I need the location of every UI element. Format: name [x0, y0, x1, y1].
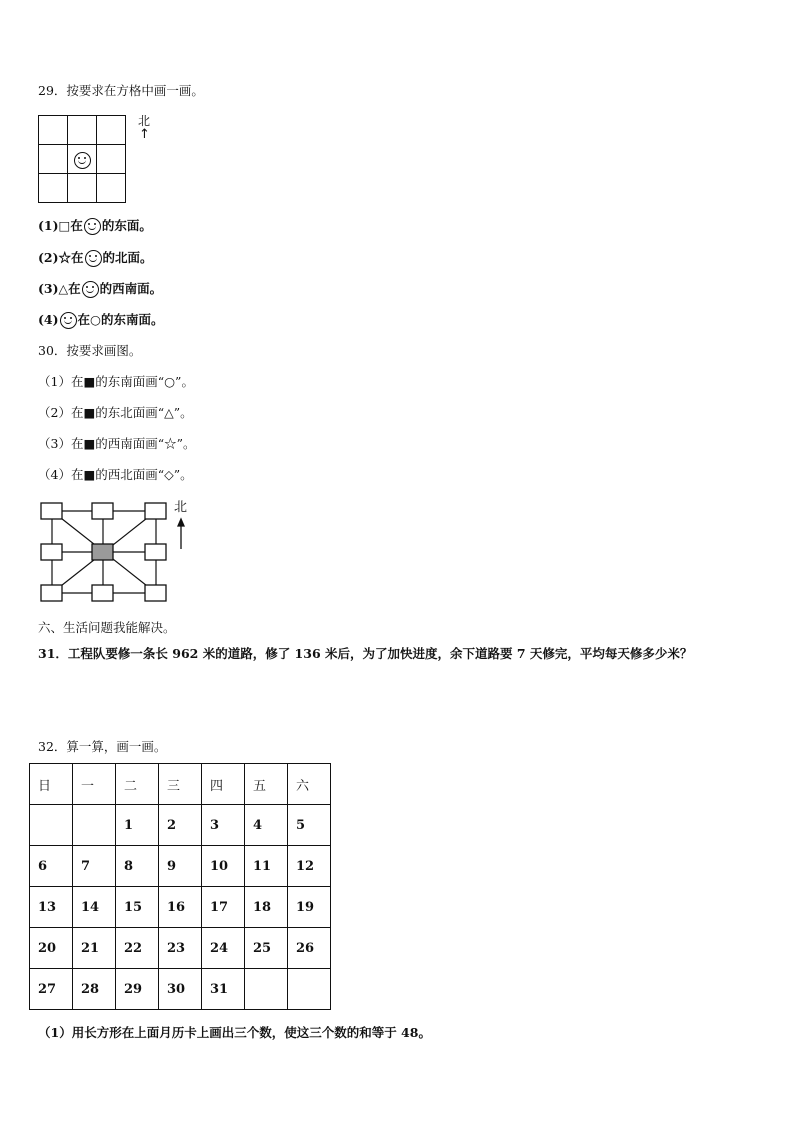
q29-item-1-pre: (1)□在 [38, 218, 83, 233]
calendar-cell[interactable]: 24 [202, 928, 245, 969]
weekday-header: 四 [202, 764, 245, 805]
q29-item-3-post: 的西南面。 [99, 281, 163, 296]
calendar-cell[interactable]: 14 [73, 887, 116, 928]
q29-item-4-post: 在○的东南面。 [77, 312, 164, 327]
smiley-face-icon [74, 152, 91, 169]
calendar-week-row [30, 928, 331, 969]
weekday-header: 一 [73, 764, 116, 805]
calendar-cell[interactable]: 8 [116, 846, 159, 887]
calendar-cell[interactable]: 13 [30, 887, 73, 928]
calendar-cell[interactable] [288, 969, 331, 1010]
calendar-cell[interactable]: 9 [159, 846, 202, 887]
q31-text: 31．工程队要修一条长 962 米的道路，修了 136 米后，为了加快进度，余下道路要 7 天修完，平均每天修多少米？ [38, 646, 693, 661]
q29-item-4 [38, 312, 163, 329]
box-southwest[interactable] [41, 585, 62, 601]
q29-title: 29．按要求在方格中画一画。 [38, 83, 204, 98]
grid-cell-w[interactable] [39, 145, 68, 174]
weekday-header: 二 [116, 764, 159, 805]
calendar-cell[interactable] [245, 969, 288, 1010]
calendar-cell[interactable]: 6 [30, 846, 73, 887]
box-southeast[interactable] [145, 585, 166, 601]
grid-cell-e[interactable] [97, 145, 126, 174]
q29-item-2-pre: (2)☆在 [38, 250, 84, 265]
calendar-cell[interactable]: 10 [202, 846, 245, 887]
q32-sub1: （1）用长方形在上面月历卡上画出三个数，使这三个数的和等于 48。 [38, 1025, 431, 1040]
grid-cell-n[interactable] [68, 116, 97, 145]
grid-cell-s[interactable] [68, 174, 97, 203]
calendar-cell[interactable]: 29 [116, 969, 159, 1010]
q29-grid [38, 115, 126, 203]
calendar-cell[interactable]: 18 [245, 887, 288, 928]
q30-item-2: （2）在■的东北面画“△”。 [38, 405, 193, 420]
calendar-cell[interactable]: 15 [116, 887, 159, 928]
q29-north-arrow-icon: ↑ [139, 127, 150, 142]
weekday-header: 六 [288, 764, 331, 805]
box-northwest[interactable] [41, 503, 62, 519]
box-south[interactable] [92, 585, 113, 601]
weekday-header: 日 [30, 764, 73, 805]
box-east[interactable] [145, 544, 166, 560]
q30-title: 30．按要求画图。 [38, 343, 142, 358]
smiley-face-icon [82, 281, 99, 298]
q32-title: 32．算一算，画一画。 [38, 739, 167, 754]
q30-compass-diagram [36, 497, 196, 607]
calendar-cell[interactable]: 7 [73, 846, 116, 887]
calendar-cell[interactable] [73, 805, 116, 846]
q29-item-3-pre: (3)△在 [38, 281, 81, 296]
calendar-week-row [30, 846, 331, 887]
calendar-cell[interactable]: 16 [159, 887, 202, 928]
calendar-cell[interactable]: 25 [245, 928, 288, 969]
smiley-face-icon [85, 250, 102, 267]
grid-cell-se[interactable] [97, 174, 126, 203]
q30-item-4: （4）在■的西北面画“◇”。 [38, 467, 193, 482]
grid-cell-ne[interactable] [97, 116, 126, 145]
q29-item-2-post: 的北面。 [102, 250, 153, 265]
calendar-cell[interactable]: 22 [116, 928, 159, 969]
calendar-cell[interactable]: 27 [30, 969, 73, 1010]
calendar-cell[interactable]: 23 [159, 928, 202, 969]
q29-item-2 [38, 250, 153, 267]
calendar-cell[interactable]: 21 [73, 928, 116, 969]
smiley-face-icon [84, 218, 101, 235]
q29-item-1 [38, 218, 152, 235]
calendar-cell[interactable]: 31 [202, 969, 245, 1010]
calendar-cell[interactable]: 11 [245, 846, 288, 887]
calendar-cell[interactable]: 3 [202, 805, 245, 846]
q30-item-1: （1）在■的东南面画“○”。 [38, 374, 194, 389]
calendar-cell[interactable]: 20 [30, 928, 73, 969]
calendar-cell[interactable]: 5 [288, 805, 331, 846]
q29-item-4-pre: (4) [38, 312, 59, 327]
calendar-cell[interactable]: 12 [288, 846, 331, 887]
calendar-cell[interactable]: 28 [73, 969, 116, 1010]
grid-cell-sw[interactable] [39, 174, 68, 203]
calendar-cell[interactable] [30, 805, 73, 846]
calendar-cell[interactable]: 4 [245, 805, 288, 846]
box-northeast[interactable] [145, 503, 166, 519]
q29-item-3 [38, 281, 162, 298]
q29-north-label: 北 [138, 114, 151, 128]
grid-cell-nw[interactable] [39, 116, 68, 145]
north-arrow-head-icon [178, 519, 184, 526]
grid-cell-center[interactable] [68, 145, 97, 174]
calendar-cell[interactable]: 2 [159, 805, 202, 846]
q29-item-1-post: 的东面。 [101, 218, 152, 233]
weekday-header: 五 [245, 764, 288, 805]
calendar-cell[interactable]: 17 [202, 887, 245, 928]
calendar-cell[interactable]: 19 [288, 887, 331, 928]
q30-item-3: （3）在■的西南面画“☆”。 [38, 436, 196, 451]
calendar-table [29, 763, 331, 1010]
weekday-header: 三 [159, 764, 202, 805]
calendar-cell[interactable]: 26 [288, 928, 331, 969]
calendar-cell[interactable]: 30 [159, 969, 202, 1010]
box-west[interactable] [41, 544, 62, 560]
calendar-week-row [30, 887, 331, 928]
calendar-week-row [30, 805, 331, 846]
q30-north-label: 北 [174, 500, 188, 515]
smiley-face-icon [60, 312, 77, 329]
calendar-week-row [30, 969, 331, 1010]
section6-title: 六、生活问题我能解决。 [38, 620, 176, 635]
center-filled-square [92, 544, 113, 560]
box-north[interactable] [92, 503, 113, 519]
calendar-cell[interactable]: 1 [116, 805, 159, 846]
